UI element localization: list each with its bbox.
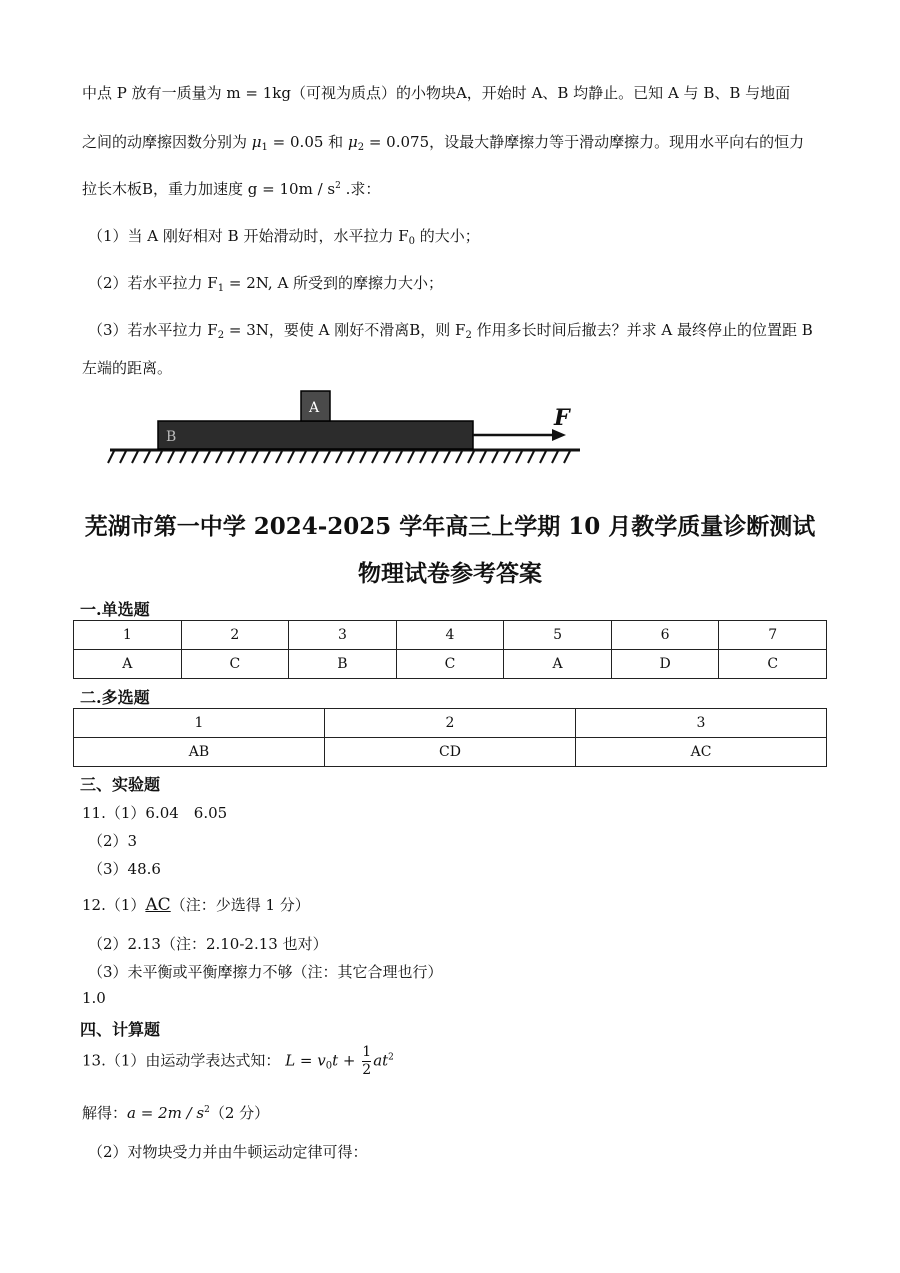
answer-12-2: （2）2.13（注：2.10-2.13 也对） [88,935,328,953]
answer-cell: B [289,650,397,679]
question-3-cont: 左端的距离。 [82,359,173,377]
question-2: （2）若水平拉力 $F_1 = 2N$, A 所受到的摩擦力大小； [88,274,444,294]
board-b-label: B [166,429,177,445]
table-row [74,650,827,679]
block-a-label: A [309,400,320,416]
answer-cell: AB [74,738,325,767]
force-label: F [554,405,570,431]
answer-12-1: 12.（1）AC（注：少选得 1 分） [82,895,310,915]
problem-line-2: 之间的动摩擦因数分别为 $\mu_1 = 0.05$ 和 $\mu_2 = 0.075$，设最大静摩擦力等于滑动摩擦力。现用水平向右的恒力 [82,133,805,153]
question-number: 1 [74,621,182,650]
answer-cell: D [611,650,719,679]
section-multi-choice-title: 二.多选题 [80,688,150,707]
question-number: 4 [396,621,504,650]
answer-cell: C [181,650,289,679]
board-b [158,421,473,449]
answer-cell: C [396,650,504,679]
answer-cell: CD [325,738,576,767]
section-calculation-title: 四、计算题 [80,1020,161,1039]
answer-13-1: 13.（1）由运动学表达式知： $L = v_0t$ + $\frac{1}{2}$ $at^2$ [82,1044,394,1078]
question-number: 3 [289,621,397,650]
question-number: 1 [74,709,325,738]
question-3: （3）若水平拉力 $F_2 = 3N$，要使 A 刚好不滑离B，则 $F_2$ 作用多长时间后撤去？并求 A 最终停止的位置距 B [88,321,813,341]
physics-figure [100,385,600,470]
question-number: 3 [576,709,827,738]
answer-cell: C [719,650,827,679]
answer-title-1: 芜湖市第一中学 2024-2025 学年高三上学期 10 月教学质量诊断测试 [84,513,816,540]
answer-11-2: （2）3 [88,832,138,850]
answer-12-4: 1.0 [82,989,106,1007]
question-number: 7 [719,621,827,650]
answer-13-solution: 解得：$a = 2m / s^2(2$ 分） [82,1104,270,1122]
answer-12-3: （3）未平衡或平衡摩擦力不够（注：其它合理也行） [88,963,443,981]
section-single-choice-title: 一.单选题 [80,600,150,619]
problem-line-1: 中点 P 放有一质量为 m = 1kg（可视为质点）的小物块A，开始时 A、B 均静止。已知 A 与 B、B 与地面 [82,84,791,102]
question-number: 2 [181,621,289,650]
section-experiment-title: 三、实验题 [80,775,161,794]
question-number: 2 [325,709,576,738]
question-1: （1）当 A 刚好相对 B 开始滑动时，水平拉力 $F_0$ 的大小； [88,227,480,247]
fraction-half: $\frac{1}{2}$ [362,1044,372,1078]
table-row [74,709,827,738]
question-number: 6 [611,621,719,650]
answer-13-2: （2）对物块受力并由牛顿运动定律可得： [88,1143,368,1161]
answer-title-2: 物理试卷参考答案 [358,560,542,587]
answer-cell: AC [576,738,827,767]
answer-11-1: 11.（1）6.04 6.05 [82,804,228,822]
answer-cell: A [74,650,182,679]
table-row [74,738,827,767]
ground-hatching [108,451,570,463]
problem-line-3: 拉长木板B，重力加速度 $g = 10m / s^2$ .求： [82,180,381,198]
table-row [74,621,827,650]
question-number: 5 [504,621,612,650]
single-choice-table [73,620,827,679]
answer-11-3: （3）48.6 [88,860,161,878]
answer-cell: A [504,650,612,679]
multi-choice-table [73,708,827,767]
